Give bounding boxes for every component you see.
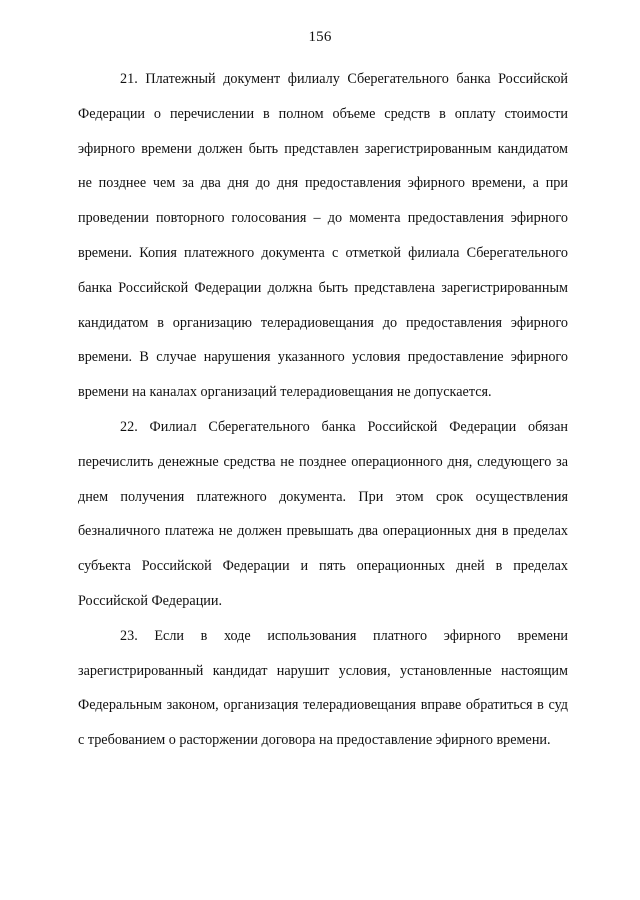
paragraph-22: 22. Филиал Сберегательного банка Российской Федерации обязан перечислить денежные средства не позднее операционного дня, следующего за днем получения платежного документа. При этом срок осуществления безналичного платежа не должен превышать два операционных дня в пределах субъекта Российской Федерации и пять операционных дней в пределах Российской Федерации. — [78, 418, 568, 609]
page-number: 156 — [308, 29, 332, 45]
paragraph-21: 21. Платежный документ филиалу Сберегательного банка Российской Федерации о перечислении в полном объеме средств в оплату стоимости эфирного времени должен быть представлен зарегистрированным кандидатом не позднее чем за два дня до дня предоставления эфирного времени, а при проведении повторного голосования – до момента предоставления эфирного времени. Копия платежного документа с отметкой филиала Сберегательного банка Российской Федерации должна быть представлена зарегистрированным кандидатом в организацию телерадиовещания до предоставления эфирного времени. В случае нарушения указанного условия предоставление эфирного времени на каналах организаций телерадиовещания не допускается. — [78, 71, 568, 401]
paragraph-23: 23. Если в ходе использования платного эфирного времени зарегистрированный кандидат нарушит условия, установленные настоящим Федеральным законом, организация телерадиовещания вправе обратиться в суд с требованием о расторжении договора на предоставление эфирного времени. — [78, 627, 568, 749]
document-body — [78, 62, 568, 758]
